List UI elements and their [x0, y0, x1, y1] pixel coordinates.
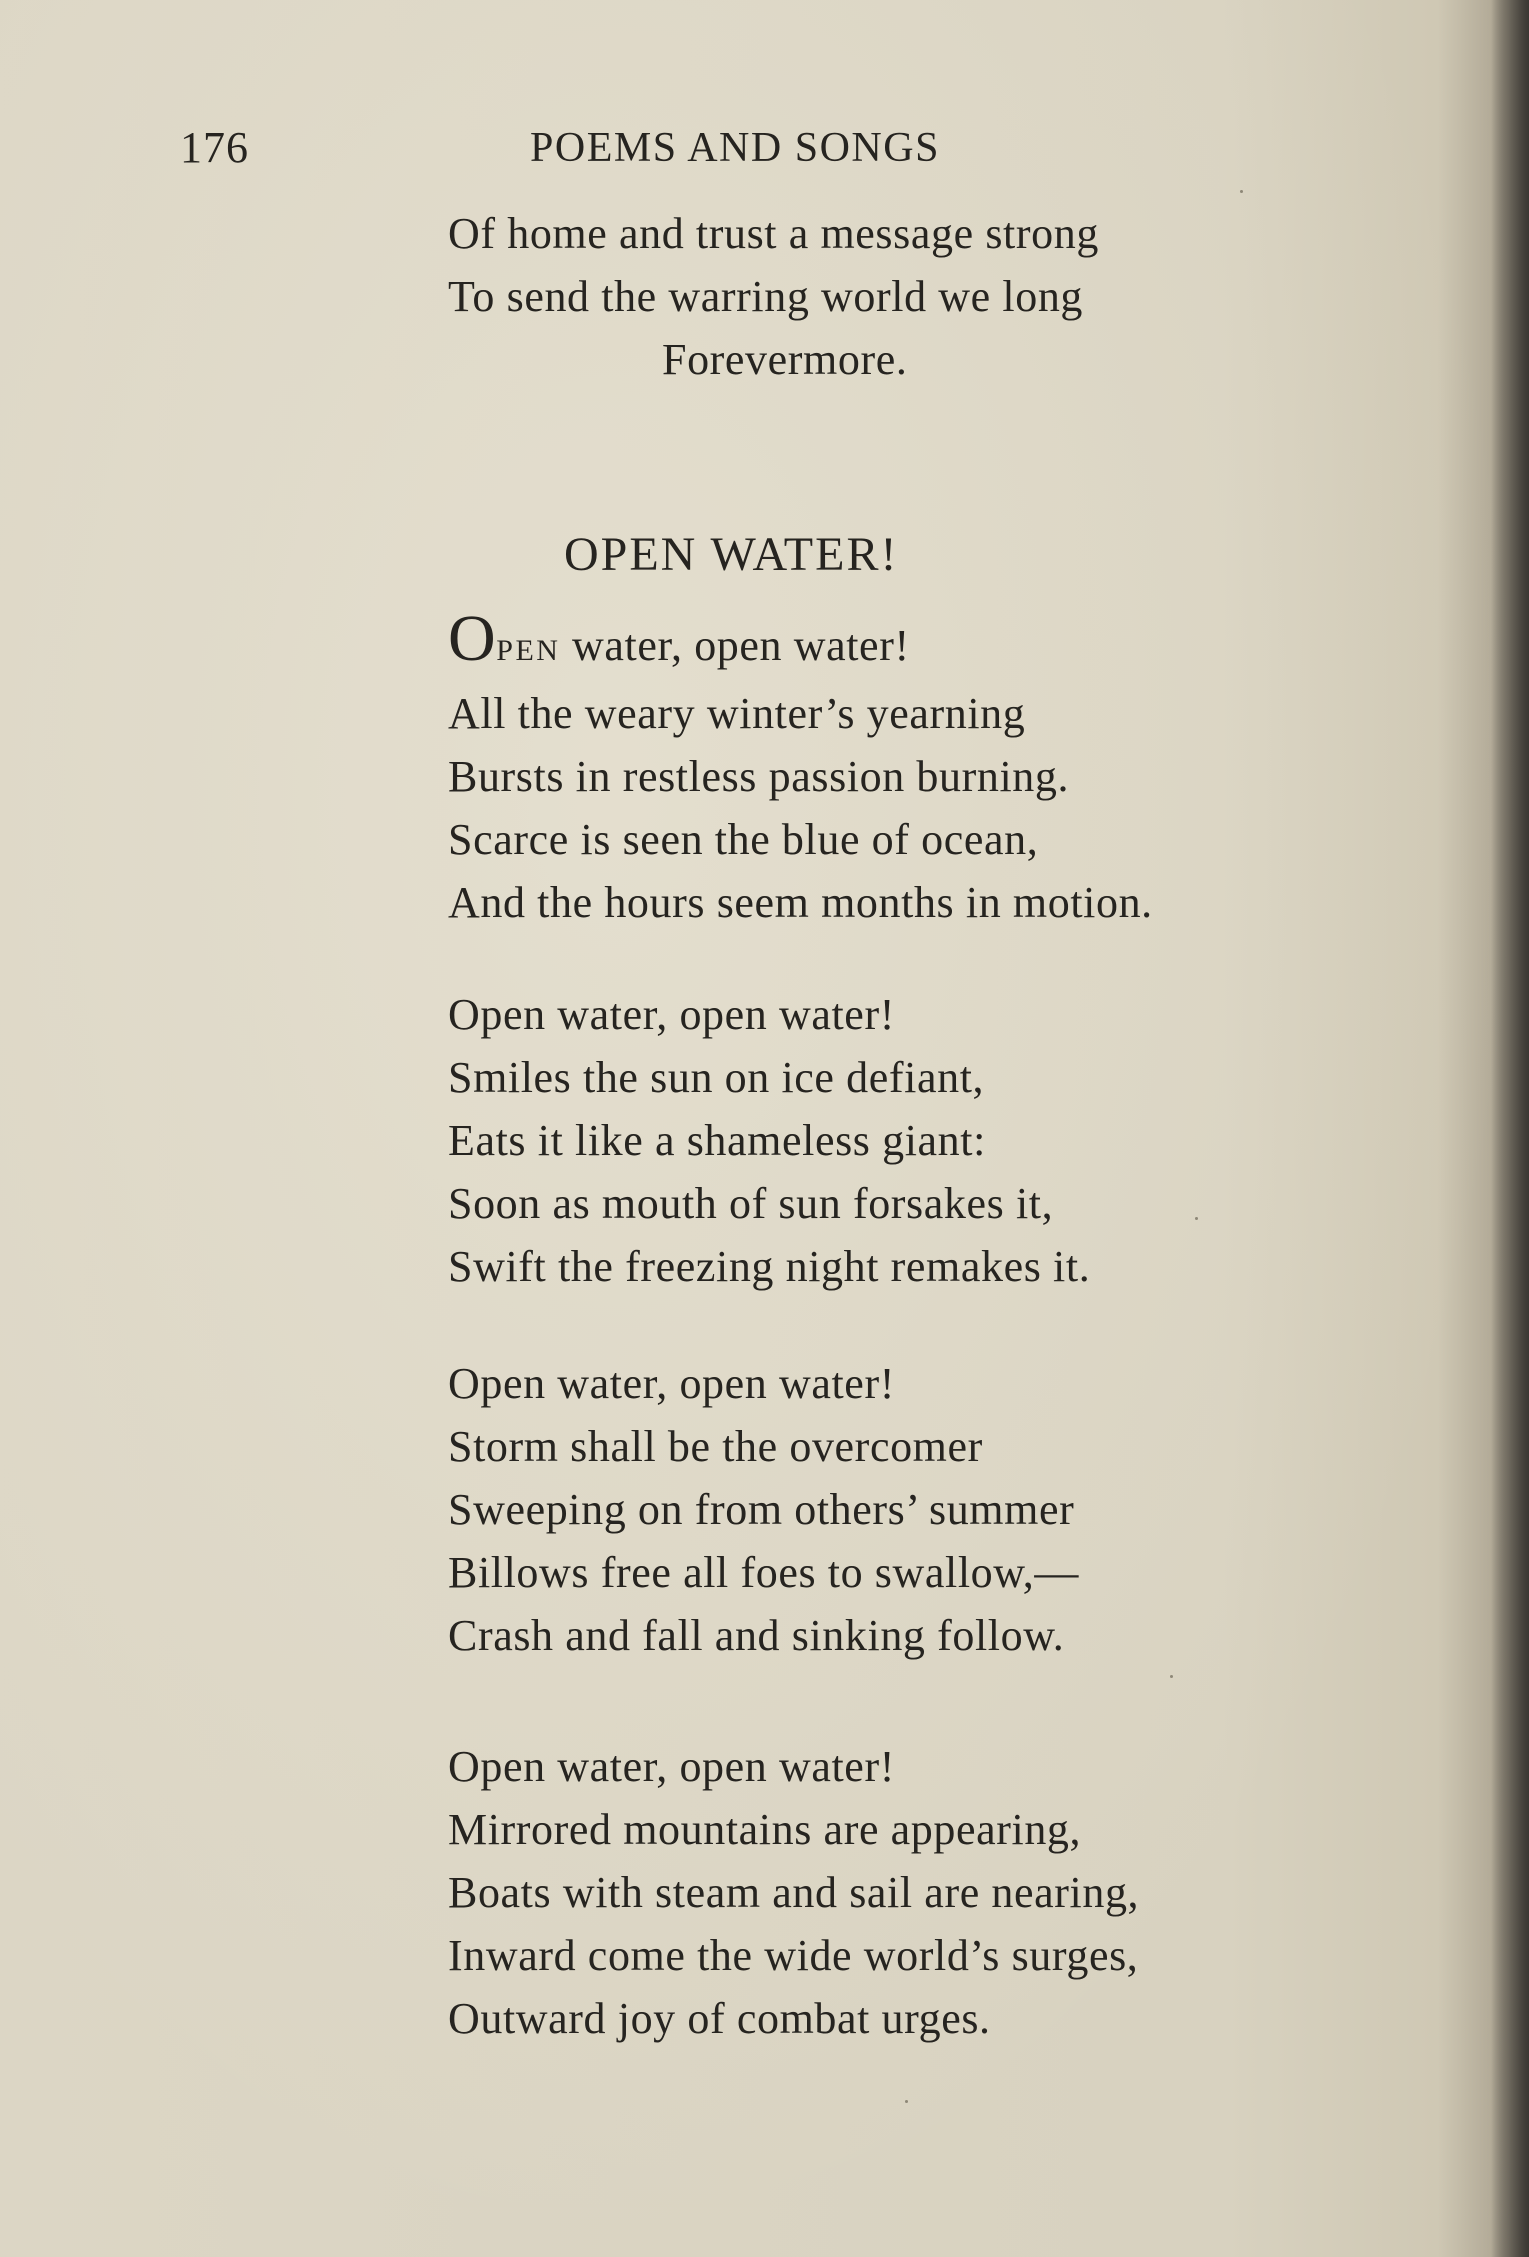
poem-line: Of home and trust a message strong	[448, 209, 1099, 258]
poem-line: Open water, open water!	[448, 1742, 895, 1791]
paper-speck	[905, 2100, 908, 2103]
poem-line: Open water, open water!	[448, 990, 895, 1039]
poem-line: Soon as mouth of sun forsakes it,	[448, 1179, 1054, 1228]
stanza-2	[448, 983, 1090, 1298]
first-line-rest: water, open water!	[560, 621, 910, 670]
poem-line: Scarce is seen the blue of ocean,	[448, 815, 1039, 864]
poem-line: And the hours seem months in motion.	[448, 878, 1153, 927]
paper-speck	[1240, 190, 1243, 193]
poem-line: All the weary winter’s yearning	[448, 689, 1026, 738]
stanza-3	[448, 1352, 1079, 1667]
poem-line: Eats it like a shameless giant:	[448, 1116, 986, 1165]
stanza-1	[448, 602, 1153, 934]
running-head: POEMS AND SONGS	[530, 125, 940, 171]
poem-line: Sweeping on from others’ summer	[448, 1485, 1075, 1534]
poem-line: Bursts in restless passion burning.	[448, 752, 1070, 801]
poem-line: Boats with steam and sail are nearing,	[448, 1868, 1140, 1917]
stanza-4	[448, 1735, 1139, 2050]
poem-line: Swift the freezing night remakes it.	[448, 1242, 1091, 1291]
poem-line: Billows free all foes to swallow,—	[448, 1548, 1079, 1597]
poem-line: Open water, open water!	[448, 1359, 895, 1408]
previous-poem-ending	[448, 202, 1099, 391]
poem-line: Smiles the sun on ice defiant,	[448, 1053, 985, 1102]
poem-line: Inward come the wide world’s surges,	[448, 1931, 1139, 1980]
poem-line: Storm shall be the overcomer	[448, 1422, 983, 1471]
poem-line: Mirrored mountains are appearing,	[448, 1805, 1082, 1854]
poem-line: Outward joy of combat urges.	[448, 1994, 991, 2043]
page-header	[0, 122, 1529, 182]
poem-title: OPEN WATER!	[564, 528, 899, 581]
poem-line: Crash and fall and sinking follow.	[448, 1611, 1065, 1660]
drop-cap: O	[448, 602, 497, 675]
poem-line: To send the warring world we long	[448, 272, 1084, 321]
paper-speck	[1195, 1217, 1198, 1220]
poem-first-line	[448, 602, 1153, 682]
poem-line-indented: Forevermore.	[662, 335, 908, 384]
small-caps-word: PEN	[496, 634, 561, 667]
page-number: 176	[180, 123, 249, 172]
paper-speck	[1170, 1675, 1173, 1678]
binding-gutter-shadow	[1491, 0, 1529, 2257]
